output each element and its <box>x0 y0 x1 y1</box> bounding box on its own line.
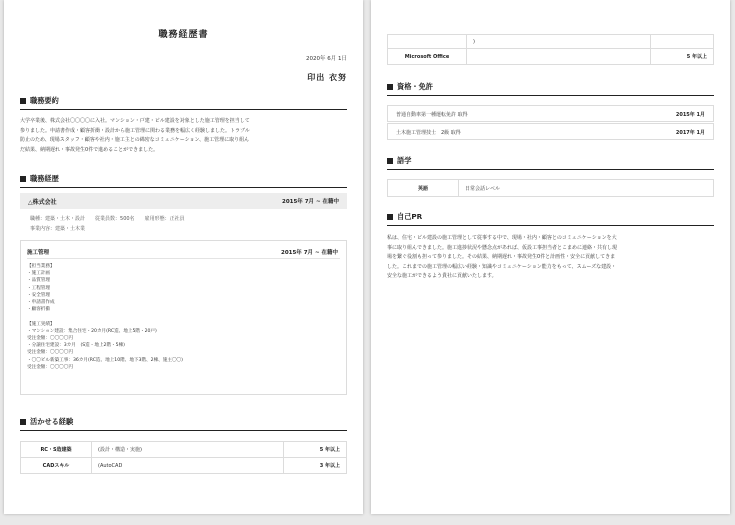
square-bullet-icon <box>387 158 393 164</box>
section-heading-qualifications: 資格・免許 <box>387 82 714 96</box>
skills-table-continued <box>387 34 714 65</box>
table-row: RC・S造建築 (設計・構造・実施) 5 年以上 <box>21 442 347 458</box>
license-row: 土木施工管理技士 2級 取得 2017年 1月 <box>387 123 714 140</box>
table-row: CADスキル (AutoCAD 3 年以上 <box>21 458 347 474</box>
summary-text: 大学卒業後、株式会社〇〇〇〇に入社。マンション・戸建・ビル建設を対象とした施工管理を担当して 参りました。申請書作成・顧客折衝・設計から施工管理に関わる業務を幅広く経験しました。トラブル 防止のため、現場スタッフ・顧客や社内・施工主との綿密なコミュニケーション、施工管理に取り組ん だ結果、納期遅れ・事故発生0件で進めることができました。 <box>20 118 250 153</box>
square-bullet-icon <box>387 84 393 90</box>
square-bullet-icon <box>20 98 26 104</box>
square-bullet-icon <box>20 176 26 182</box>
skills-table <box>20 441 347 474</box>
section-heading-skills: 活かせる経験 <box>20 417 347 431</box>
language-table <box>387 179 714 197</box>
section-heading-summary: 職務要約 <box>20 96 347 110</box>
document-title: 職務経歴書 <box>158 30 209 40</box>
applicant-name: 印出 衣努 <box>307 73 347 82</box>
table-row: ) <box>388 35 714 49</box>
section-heading-history: 職務経歴 <box>20 174 347 188</box>
document-date: 2020年 6月 1日 <box>306 56 347 62</box>
table-row: 英語 日常会話レベル <box>388 180 714 197</box>
company-business: 事業内容：建築・土木業 <box>30 226 86 232</box>
job-details: 【担当業務】 ・施工計画 ・品質管理 ・工程管理 ・安全管理 ・申請書作成 ・顧客折衝 【施工実績】 ・マンション建設：集合住宅・20カ月(RC造、地上5階・20戸) 受注金額：〇〇〇〇円 ・分譲住宅建設：3カ月 (S造・地上2階・5棟) 受注金額：〇〇〇〇円 ・〇〇ビル新築工事：36カ月(RC造、地上10階、地下3階、2棟、施主〇〇) 受注金額：〇〇〇〇円 <box>27 264 183 370</box>
square-bullet-icon <box>387 214 393 220</box>
job-title: 施工管理 <box>27 250 50 256</box>
square-bullet-icon <box>20 419 26 425</box>
company-period: 2015年 7月 ~ 在籍中 <box>282 199 339 205</box>
company-header <box>20 193 347 209</box>
resume-page-2 <box>371 0 730 514</box>
section-heading-language: 語学 <box>387 156 714 170</box>
job-period: 2015年 7月 ~ 在籍中 <box>281 250 338 256</box>
job-entry <box>20 240 347 395</box>
license-row: 普通自動車第一種運転免許 取得 2015年 1月 <box>387 105 714 122</box>
company-name: △株式会社 <box>28 199 57 206</box>
company-meta: 職種：建築・土木・設計 従業員数：500名 雇用形態：正社員 <box>30 216 185 222</box>
section-heading-pr: 自己PR <box>387 212 714 226</box>
table-row: Microsoft Office 5 年以上 <box>388 49 714 65</box>
pr-text: 私は、住宅・ビル建設の施工管理として従事する中で、現場・社内・顧客とのコミュニケーションを大 事に取り組んできました。施工進捗状況や懸念点があれば、仮設工事担当者とこまめに連絡・共有し現 場を繋ぐ役割も担って参りました。その結果、納期遅れ・事故発生0件と計画性・安全に貢献してきま した。これまでの施工管理の幅広い経験・知識やコミュニケーション能力をもって、スムーズな建設・ 安全な施工ができるよう貴社に貢献いたします。 <box>387 235 618 280</box>
resume-page-1 <box>4 0 363 514</box>
